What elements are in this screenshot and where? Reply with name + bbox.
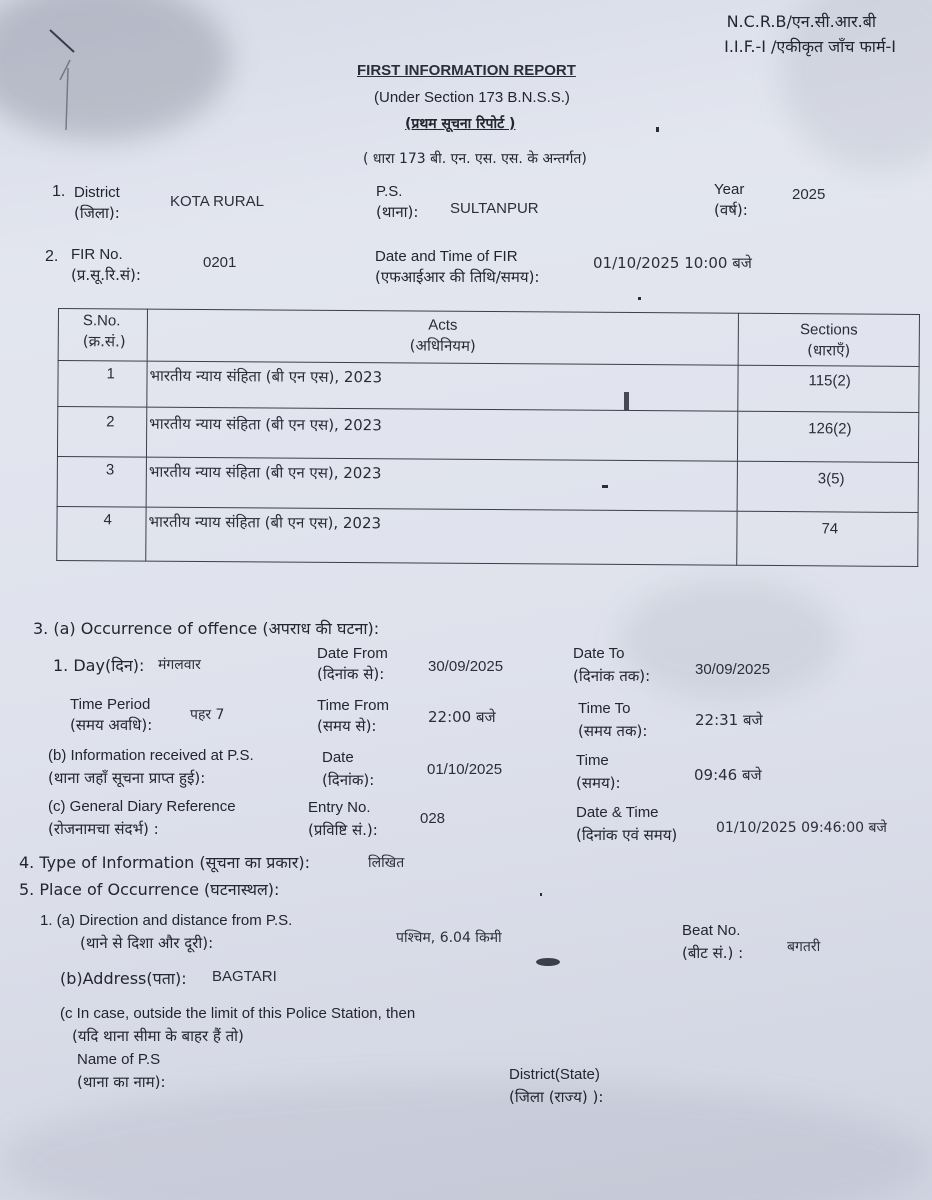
smudge (0, 1080, 932, 1200)
year-value: 2025 (792, 186, 826, 203)
row-section: 115(2) (738, 365, 919, 412)
fir-datetime-value: 01/10/2025 10:00 बजे (593, 254, 752, 272)
ps-label: P.S. (थाना): (376, 183, 419, 221)
acts-table (56, 308, 920, 567)
beat-number-value: बगतरी (787, 939, 821, 955)
smudge (620, 580, 840, 700)
table-row (57, 506, 918, 566)
year-label: Year (वर्ष): (714, 181, 748, 219)
row-sno: 2 (57, 407, 146, 458)
row-act: भारतीय न्याय संहिता (बी एन एस), 2023 (146, 457, 737, 511)
ncrb-code: N.C.R.B/एन.सी.आर.बी (726, 12, 876, 31)
row-section: 74 (737, 511, 918, 566)
sections-header: Sections (धाराएँ) (738, 313, 919, 366)
address-value: BAGTARI (212, 968, 277, 985)
date-from-label: Date From (दिनांक से): (317, 645, 388, 683)
ps-name-label: Name of P.S (थाना का नाम): (77, 1051, 166, 1091)
page-subtitle-hindi: ( धारा 173 बी. एन. एस. एस. के अन्तर्गत) (363, 151, 587, 167)
district-value: KOTA RURAL (170, 193, 264, 210)
info-date-label: Date (दिनांक): (322, 749, 375, 789)
direction-label: 1. (a) Direction and distance from P.S. (थाने से दिशा और दूरी): (40, 912, 293, 952)
ps-value: SULTANPUR (450, 200, 539, 217)
table-row (57, 407, 918, 463)
table-row (57, 456, 918, 512)
pen-scribble-icon (30, 20, 90, 140)
row-act: भारतीय न्याय संहिता (बी एन एस), 2023 (146, 507, 737, 565)
time-to-label: Time To (समय तक): (578, 700, 648, 740)
district-label: District (जिला): (74, 184, 120, 222)
entry-number-value: 028 (420, 810, 446, 827)
entry-number-label: Entry No. (प्रविष्टि सं.): (308, 799, 378, 839)
time-to-value: 22:31 बजे (695, 711, 763, 729)
day-value: मंगलवार (158, 657, 201, 673)
info-date-value: 01/10/2025 (427, 761, 503, 778)
info-time-value: 09:46 बजे (694, 766, 762, 784)
gd-datetime-label: Date & Time (दिनांक एवं समय) (576, 804, 678, 844)
time-from-value: 22:00 बजे (428, 708, 496, 726)
info-received-label: (b) Information received at P.S. (थाना जहाँ सूचना प्राप्त हुई): (48, 747, 254, 787)
district-state-label: District(State) (जिला (राज्य) ): (509, 1066, 604, 1106)
row-sno: 1 (58, 361, 147, 408)
page-title-hindi: (प्रथम सूचना रिपोर्ट ) (405, 116, 516, 132)
day-label: 1. Day(दिन): (53, 656, 145, 675)
direction-value: पश्चिम, 6.04 किमी (396, 930, 502, 946)
row-act: भारतीय न्याय संहिता (बी एन एस), 2023 (146, 407, 737, 461)
address-label: (b)Address(पता): (60, 969, 187, 988)
occurrence-heading: 3. (a) Occurrence of offence (अपराध की घटना): (33, 619, 380, 638)
row-sno: 3 (57, 456, 146, 507)
time-from-label: Time From (समय से): (317, 697, 389, 735)
table-row (58, 361, 919, 413)
acts-header: Acts (अधिनियम) (147, 309, 738, 365)
place-of-occurrence-label: 5. Place of Occurrence (घटनास्थल): (19, 880, 280, 899)
fir-number-label: FIR No. (प्र.सू.रि.सं): (71, 246, 141, 284)
page-subtitle: (Under Section 173 B.N.S.S.) (374, 89, 570, 106)
acts-table-header (58, 309, 919, 367)
sno-header: S.No. (क्र.सं.) (58, 309, 147, 362)
page-title: FIRST INFORMATION REPORT (357, 62, 576, 79)
ink-speck (638, 297, 641, 300)
type-of-info-label: 4. Type of Information (सूचना का प्रकार): (19, 853, 310, 872)
section-1-number: 1. (52, 183, 66, 200)
row-section: 3(5) (737, 461, 918, 512)
section-2-number: 2. (45, 248, 59, 265)
time-period-label: Time Period (समय अवधि): (70, 696, 153, 734)
beat-number-label: Beat No. (बीट सं.) : (682, 922, 744, 962)
time-period-value: पहर 7 (190, 707, 225, 723)
ink-smudge (536, 958, 560, 966)
row-section: 126(2) (737, 411, 918, 462)
fir-datetime-label: Date and Time of FIR (एफआईआर की तिथि/समय): (375, 248, 540, 286)
row-act: भारतीय न्याय संहिता (बी एन एस), 2023 (147, 361, 738, 411)
ink-speck (540, 893, 542, 896)
outside-limit-label: (c In case, outside the limit of this Police Station, then (यदि थाना सीमा के बाहर हैं तो) (60, 1005, 416, 1045)
fir-number-value: 0201 (203, 254, 237, 271)
type-of-info-value: लिखित (368, 855, 405, 871)
gd-datetime-value: 01/10/2025 09:46:00 बजे (716, 820, 887, 836)
date-from-value: 30/09/2025 (428, 658, 504, 675)
gd-reference-label: (c) General Diary Reference (रोजनामचा संदर्भ) : (48, 798, 236, 838)
info-time-label: Time (समय): (576, 752, 621, 792)
iif-form-code: I.I.F.-I /एकीकृत जाँच फार्म-I (724, 37, 896, 56)
date-to-label: Date To (दिनांक तक): (573, 645, 651, 685)
date-to-value: 30/09/2025 (695, 661, 771, 678)
ink-speck (656, 127, 659, 132)
row-sno: 4 (57, 506, 146, 561)
